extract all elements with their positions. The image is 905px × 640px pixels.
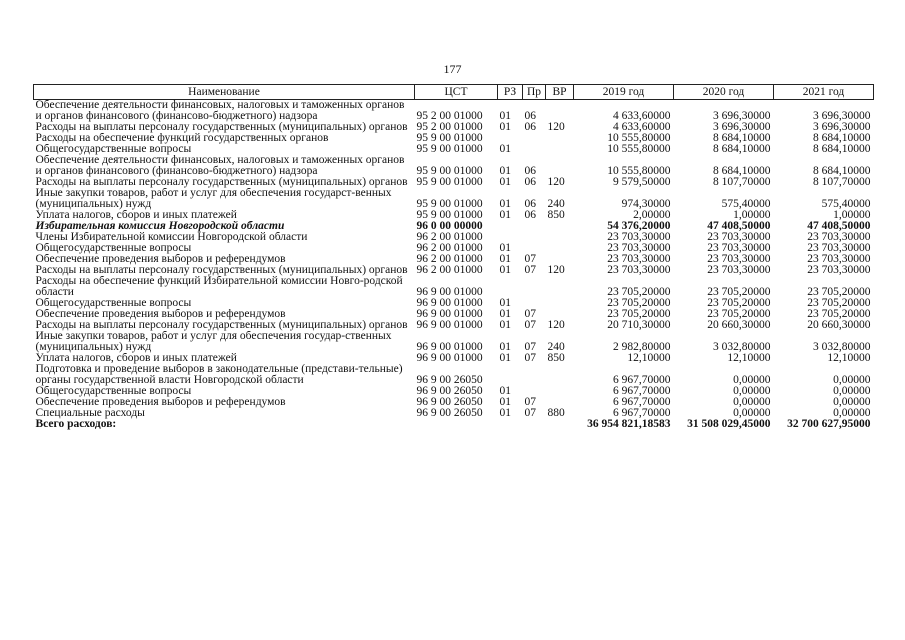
cell-vr: 240 [547,341,565,353]
cell-vr [546,309,574,320]
cell-name: Расходы на выплаты персоналу государственных (муниципальных) органов [35,265,408,276]
cell-vr [546,133,574,144]
cell-vr [546,254,574,265]
cell-rz: 01 [499,165,511,177]
cell-name: Общегосударственные вопросы [35,298,192,309]
cell-rz [498,221,523,232]
cell-cst: 96 2 00 01000 [416,265,483,276]
cell-cst: 95 9 00 01000 [416,198,483,210]
cell-rz: 01 [499,353,511,364]
cell-2021: 23 703,30000 [807,265,871,276]
cell-vr [546,243,574,254]
cell-2021: 8 684,10000 [813,133,871,144]
cell-name: Расходы на обеспечение функций государственных органов [35,133,329,144]
cell-cst: 96 9 00 01000 [416,286,483,298]
total-pr [523,419,546,430]
cell-pr [523,133,546,144]
cell-2019: 12,10000 [627,353,671,364]
cell-vr [546,298,574,309]
cell-2020: 0,00000 [733,374,771,386]
cell-name: Обеспечение деятельности финансовых, налоговых и таможенных органов и органов финансового (финансово-бюджетного) надзора [35,99,405,122]
cell-vr: 120 [547,177,565,188]
cell-rz: 01 [499,243,511,254]
cell-2020: 8 684,10000 [713,144,771,155]
cell-name: Обеспечение проведения выборов и референдумов [35,309,286,320]
cell-cst: 96 2 00 01000 [416,243,483,254]
cell-2021: 12,10000 [827,353,871,364]
cell-2021: 0,00000 [833,386,871,397]
table-row [34,386,874,397]
cell-rz: 01 [499,122,511,133]
cell-2021: 23 705,20000 [807,309,871,320]
header-rz: РЗ [498,85,523,100]
cell-pr: 07 [524,353,536,364]
cell-pr [523,276,546,298]
cell-name: Иные закупки товаров, работ и услуг для обеспечения государ-ственных (муниципальных) нужд [35,331,392,353]
cell-2020: 3 696,30000 [713,122,771,133]
cell-name: Общегосударственные вопросы [35,243,192,254]
cell-vr: 120 [547,320,565,331]
cell-name: Расходы на выплаты персоналу государственных (муниципальных) органов [35,177,408,188]
cell-2021: 3 696,30000 [813,110,871,122]
cell-rz [498,133,523,144]
cell-cst: 96 9 00 01000 [416,309,483,320]
cell-2021: 0,00000 [833,397,871,408]
cell-vr [546,144,574,155]
table-row [34,353,874,364]
cell-2019: 23 703,30000 [607,232,671,243]
cell-cst: 95 2 00 01000 [416,110,483,122]
header-vr: ВР [546,85,574,100]
table-row [34,243,874,254]
table-row [34,232,874,243]
cell-cst: 96 9 00 01000 [416,353,483,364]
cell-2019: 2,00000 [633,210,671,221]
cell-pr: 07 [524,408,536,419]
cell-2020: 575,40000 [721,198,771,210]
header-cst: ЦСТ [415,85,498,100]
cell-2021: 23 703,30000 [807,243,871,254]
cell-cst: 96 9 00 01000 [416,341,483,353]
cell-2021: 23 705,20000 [807,286,871,298]
cell-2019: 6 967,70000 [613,374,671,386]
cell-vr [546,232,574,243]
cell-2021: 8 107,70000 [813,177,871,188]
table-row [34,364,874,386]
cell-cst: 96 9 00 26050 [416,386,483,397]
cell-vr: 880 [547,408,565,419]
table-row [34,122,874,133]
cell-2020: 47 408,50000 [707,221,771,232]
cell-2020: 23 703,30000 [707,232,771,243]
cell-cst: 95 2 00 01000 [416,122,483,133]
cell-pr: 07 [524,397,536,408]
cell-pr [523,298,546,309]
cell-2020: 0,00000 [733,408,771,419]
cell-2021: 8 684,10000 [813,144,871,155]
table-row [34,221,874,232]
cell-2021: 3 032,80000 [813,341,871,353]
cell-2021: 0,00000 [833,374,871,386]
cell-rz: 01 [499,265,511,276]
cell-2020: 23 703,30000 [707,243,771,254]
cell-rz: 01 [499,144,511,155]
table-row [34,276,874,298]
cell-name: Уплата налогов, сборов и иных платежей [35,210,237,221]
cell-name: Избирательная комиссия Новгородской области [35,221,285,232]
cell-cst: 95 9 00 01000 [416,133,483,144]
cell-pr: 07 [524,265,536,276]
header-2020: 2020 год [674,85,774,100]
cell-2020: 23 705,20000 [707,298,771,309]
cell-2020: 12,10000 [727,353,771,364]
cell-2019: 10 555,80000 [607,133,671,144]
cell-2020: 20 660,30000 [707,320,771,331]
total-2019: 36 954 821,18583 [587,419,671,430]
cell-pr [523,243,546,254]
cell-vr [546,155,574,177]
cell-2020: 8 107,70000 [713,177,771,188]
cell-2021: 3 696,30000 [813,122,871,133]
cell-cst: 95 9 00 01000 [416,210,483,221]
cell-pr: 07 [524,309,536,320]
table-row [34,210,874,221]
cell-rz [498,276,523,298]
cell-2019: 10 555,80000 [607,144,671,155]
cell-pr [523,221,546,232]
header-name: Наименование [34,85,415,100]
cell-2021: 575,40000 [821,198,871,210]
cell-2020: 23 703,30000 [707,254,771,265]
table-row [34,155,874,177]
cell-name: Обеспечение проведения выборов и референдумов [35,397,286,408]
cell-2019: 54 376,20000 [607,221,671,232]
cell-2019: 6 967,70000 [613,397,671,408]
cell-2020: 0,00000 [733,397,771,408]
cell-rz: 01 [499,298,511,309]
cell-name: Расходы на выплаты персоналу государственных (муниципальных) органов [35,320,408,331]
cell-cst: 96 9 00 26050 [416,397,483,408]
cell-pr [523,364,546,386]
cell-vr: 120 [547,122,565,133]
table-row [34,100,874,123]
cell-cst: 96 2 00 01000 [416,254,483,265]
cell-2021: 1,00000 [833,210,871,221]
cell-cst: 96 9 00 01000 [416,298,483,309]
cell-rz: 01 [499,341,511,353]
cell-vr: 240 [547,198,565,210]
cell-name: Расходы на выплаты персоналу государственных (муниципальных) органов [35,122,408,133]
total-rz [498,419,523,430]
cell-rz [498,364,523,386]
total-2020: 31 508 029,45000 [687,419,771,430]
cell-name: Обеспечение проведения выборов и референдумов [35,254,286,265]
cell-2021: 23 703,30000 [807,254,871,265]
total-2021: 32 700 627,95000 [787,419,871,430]
cell-2019: 23 705,20000 [607,298,671,309]
cell-2021: 47 408,50000 [807,221,871,232]
table-row [34,408,874,419]
cell-vr [546,276,574,298]
cell-2019: 4 633,60000 [613,122,671,133]
table-row [34,320,874,331]
table-row [34,177,874,188]
cell-2020: 8 684,10000 [713,133,771,144]
budget-table [33,84,874,430]
cell-2019: 23 705,20000 [607,286,671,298]
cell-vr [546,386,574,397]
header-2021: 2021 год [774,85,874,100]
cell-2020: 3 696,30000 [713,110,771,122]
cell-pr: 06 [524,198,536,210]
cell-2020: 3 032,80000 [713,341,771,353]
cell-pr: 07 [524,320,536,331]
table-row [34,133,874,144]
cell-vr: 850 [547,353,565,364]
cell-2021: 20 660,30000 [807,320,871,331]
cell-pr: 06 [524,110,536,122]
cell-cst: 95 9 00 01000 [416,177,483,188]
cell-vr [546,364,574,386]
cell-2019: 20 710,30000 [607,320,671,331]
cell-rz: 01 [499,320,511,331]
cell-pr [523,232,546,243]
cell-2019: 23 703,30000 [607,243,671,254]
cell-name: Уплата налогов, сборов и иных платежей [35,353,237,364]
cell-rz: 01 [499,198,511,210]
cell-2020: 23 705,20000 [707,286,771,298]
total-vr [546,419,574,430]
cell-2019: 23 703,30000 [607,265,671,276]
cell-name: Члены Избирательной комиссии Новгородской области [35,232,308,243]
cell-name: Специальные расходы [35,408,145,419]
cell-pr [523,144,546,155]
cell-pr: 06 [524,165,536,177]
cell-vr [546,100,574,123]
cell-vr: 120 [547,265,565,276]
total-row [34,419,874,430]
table-row [34,298,874,309]
cell-2019: 23 705,20000 [607,309,671,320]
cell-2020: 23 703,30000 [707,265,771,276]
cell-2019: 4 633,60000 [613,110,671,122]
cell-rz: 01 [499,408,511,419]
header-2019: 2019 год [574,85,674,100]
cell-2020: 8 684,10000 [713,165,771,177]
cell-cst: 96 0 00 00000 [416,221,483,232]
cell-name: Обеспечение деятельности финансовых, налоговых и таможенных органов и органов финансового (финансово-бюджетного) надзора [35,155,405,177]
cell-2019: 2 982,80000 [613,341,671,353]
cell-2019: 10 555,80000 [607,165,671,177]
cell-rz: 01 [499,110,511,122]
table-row [34,254,874,265]
cell-2019: 23 703,30000 [607,254,671,265]
table-row [34,397,874,408]
cell-rz: 01 [499,210,511,221]
cell-rz: 01 [499,386,511,397]
cell-name: Иные закупки товаров, работ и услуг для обеспечения государст-венных (муниципальных) нужд [35,188,392,210]
cell-cst: 96 9 00 26050 [416,374,483,386]
header-pr: Пр [523,85,546,100]
cell-rz: 01 [499,309,511,320]
cell-2019: 974,30000 [621,198,671,210]
table-row [34,309,874,320]
cell-2019: 9 579,50000 [613,177,671,188]
cell-pr: 06 [524,177,536,188]
cell-rz: 01 [499,177,511,188]
cell-rz: 01 [499,397,511,408]
cell-name: Общегосударственные вопросы [35,386,192,397]
cell-2020: 1,00000 [733,210,771,221]
cell-2021: 0,00000 [833,408,871,419]
cell-cst: 95 9 00 01000 [416,165,483,177]
cell-pr: 07 [524,254,536,265]
cell-2020: 23 705,20000 [707,309,771,320]
cell-2021: 23 705,20000 [807,298,871,309]
total-label: Всего расходов: [35,419,117,430]
cell-name: Расходы на обеспечение функций Избирательной комиссии Новго-родской области [35,276,403,298]
cell-rz [498,232,523,243]
table-row [34,265,874,276]
cell-vr: 850 [547,210,565,221]
cell-2019: 6 967,70000 [613,386,671,397]
cell-name: Подготовка и проведение выборов в законодательные (представи-тельные) органы государственной власти Новгородской области [35,364,403,386]
cell-cst: 95 9 00 01000 [416,144,483,155]
total-cst [415,419,498,430]
cell-2019: 6 967,70000 [613,408,671,419]
cell-2020: 0,00000 [733,386,771,397]
page-number: 177 [443,62,462,76]
cell-2021: 8 684,10000 [813,165,871,177]
cell-cst: 96 9 00 01000 [416,320,483,331]
cell-cst: 96 2 00 01000 [416,232,483,243]
cell-cst: 96 9 00 26050 [416,408,483,419]
cell-pr [523,386,546,397]
cell-vr [546,397,574,408]
cell-pr: 07 [524,341,536,353]
table-row [34,188,874,210]
cell-name: Общегосударственные вопросы [35,144,192,155]
cell-vr [546,221,574,232]
cell-pr: 06 [524,122,536,133]
table-row [34,144,874,155]
cell-rz: 01 [499,254,511,265]
table-row [34,331,874,353]
cell-2021: 23 703,30000 [807,232,871,243]
table-header-row [34,85,874,100]
cell-pr: 06 [524,210,536,221]
